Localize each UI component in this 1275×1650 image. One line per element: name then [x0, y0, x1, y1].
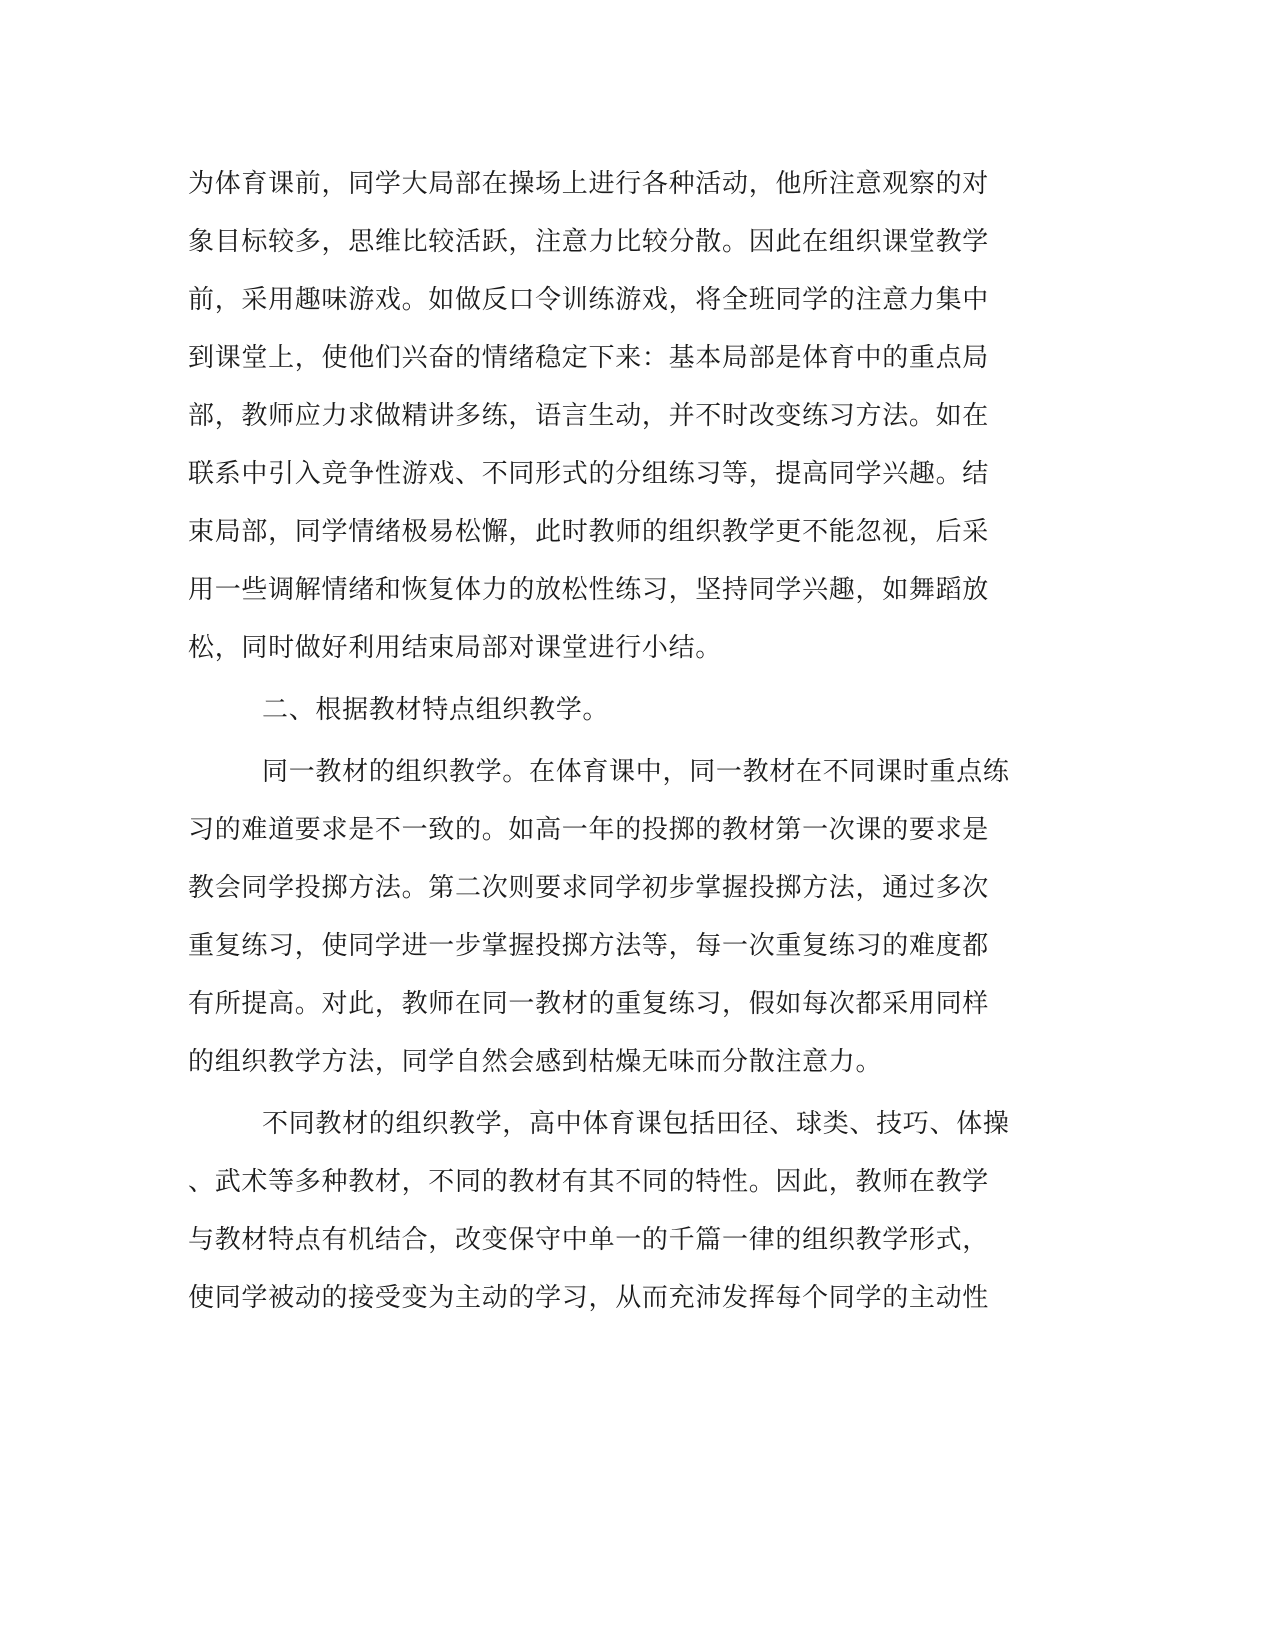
text-line: 部，教师应力求做精讲多练，语言生动，并不时改变练习方法。如在: [188, 401, 990, 431]
text-line: 象目标较多，思维比较活跃，注意力比较分散。因此在组织课堂教学: [188, 227, 990, 257]
text-line: 习的难道要求是不一致的。如高一年的投掷的教材第一次课的要求是: [188, 815, 990, 845]
text-line: 不同教材的组织教学，高中体育课包括田径、球类、技巧、体操: [262, 1109, 1010, 1139]
text-line: 束局部，同学情绪极易松懈，此时教师的组织教学更不能忽视，后采: [188, 517, 990, 547]
text-line: 为体育课前，同学大局部在操场上进行各种活动，他所注意观察的对: [188, 169, 990, 199]
section-heading: 二、根据教材特点组织教学。: [262, 695, 610, 725]
text-line: 重复练习，使同学进一步掌握投掷方法等，每一次重复练习的难度都: [188, 931, 990, 961]
text-line: 、武术等多种教材，不同的教材有其不同的特性。因此，教师在教学: [188, 1167, 990, 1197]
text-line: 松，同时做好利用结束局部对课堂进行小结。: [188, 633, 723, 663]
text-line: 使同学被动的接受变为主动的学习，从而充沛发挥每个同学的主动性: [188, 1283, 990, 1313]
text-line: 同一教材的组织教学。在体育课中，同一教材在不同课时重点练: [262, 757, 1010, 787]
text-line: 前，采用趣味游戏。如做反口令训练游戏，将全班同学的注意力集中: [188, 285, 990, 315]
text-line: 到课堂上，使他们兴奋的情绪稳定下来：基本局部是体育中的重点局: [188, 343, 990, 373]
text-line: 教会同学投掷方法。第二次则要求同学初步掌握投掷方法，通过多次: [188, 873, 990, 903]
text-line: 的组织教学方法，同学自然会感到枯燥无味而分散注意力。: [188, 1047, 883, 1077]
text-line: 联系中引入竞争性游戏、不同形式的分组练习等，提高同学兴趣。结: [188, 459, 990, 489]
text-line: 用一些调解情绪和恢复体力的放松性练习，坚持同学兴趣，如舞蹈放: [188, 575, 990, 605]
text-line: 有所提高。对此，教师在同一教材的重复练习，假如每次都采用同样: [188, 989, 990, 1019]
text-line: 与教材特点有机结合，改变保守中单一的千篇一律的组织教学形式，: [188, 1225, 990, 1255]
